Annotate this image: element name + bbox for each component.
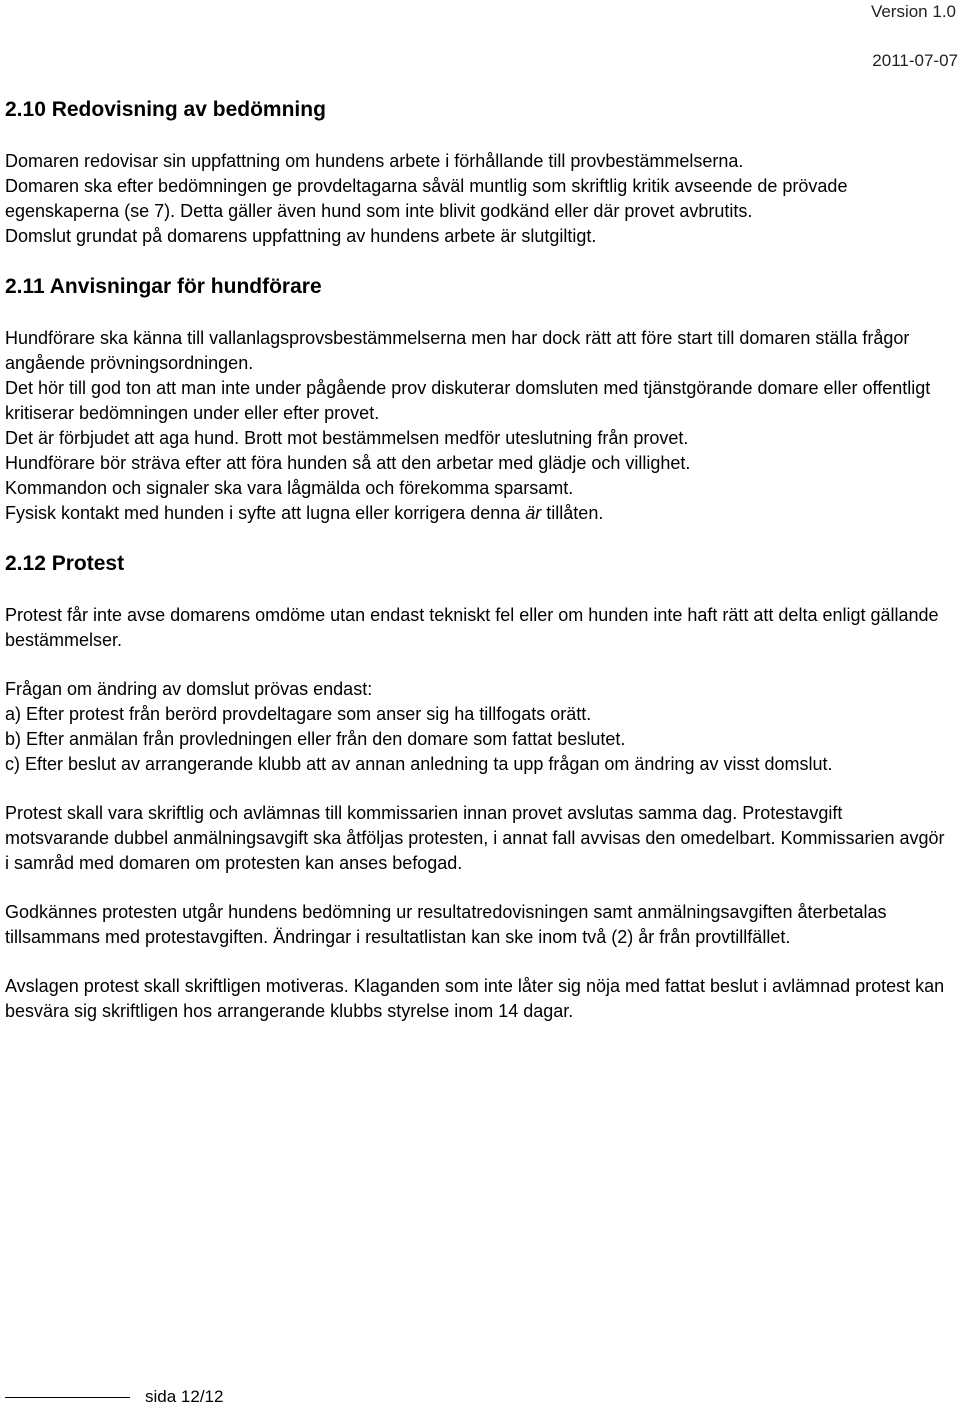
paragraph-list: [5, 677, 945, 777]
paragraph-line: Hundförare bör sträva efter att föra hunden så att den arbetar med glädje och villighet.: [5, 453, 691, 473]
section-title: 2.12 Protest: [5, 552, 125, 575]
paragraph-line: Det är förbjudet att aga hund. Brott mot bestämmelsen medför uteslutning från provet.: [5, 428, 689, 448]
paragraph-line: Domslut grundat på domarens uppfattning av hundens arbete är slutgiltigt.: [5, 226, 597, 246]
document-body: [5, 96, 945, 1048]
paragraph-line: Domaren ska efter bedömningen ge provdeltagarna såväl muntlig som skriftlig kritik avseende de prövade egenskaperna (se 7). Detta gäller även hund som inte blivit godkänd eller där provet avbrutits.: [5, 176, 848, 221]
section-title: 2.11 Anvisningar för hundförare: [5, 275, 322, 298]
paragraph: Protest skall vara skriftlig och avlämnas till kommissarien innan provet avslutas samma dag. Protestavgift motsvarande dubbel anmälningsavgift ska åtföljas protesten, i annat fall avvisas den omedelbart. Kommissarien avgör i samråd med domaren om protesten kan anses befogad.: [5, 803, 945, 873]
paragraph-line: [5, 501, 945, 526]
paragraph-line: Det hör till god ton att man inte under pågående prov diskuterar domsluten med tjänstgörande domare eller offentligt kritiserar bedömningen under eller efter provet.: [5, 378, 931, 423]
footer-divider: [5, 1397, 130, 1398]
version-label: Version 1.0: [870, 2, 956, 21]
paragraph-line: Kommandon och signaler ska vara lågmälda och förekomma sparsamt.: [5, 478, 574, 498]
paragraph: Godkännes protesten utgår hundens bedömning ur resultatredovisningen samt anmälningsavgiften återbetalas tillsammans med protestavgiften. Ändringar i resultatlistan kan ske inom två (2) år från provtillfället.: [5, 902, 887, 947]
text-span: tillåten.: [541, 503, 604, 523]
list-item: b) Efter anmälan från provledningen eller från den domare som fattat beslutet.: [5, 729, 626, 749]
list-item: a) Efter protest från berörd provdeltagare som anser sig ha tillfogats orätt.: [5, 704, 592, 724]
document-date: 2011-07-07: [872, 51, 958, 70]
paragraph-line: Frågan om ändring av domslut prövas endast:: [5, 679, 373, 699]
section-title: 2.10 Redovisning av bedömning: [5, 98, 326, 121]
paragraph-line: Domaren redovisar sin uppfattning om hundens arbete i förhållande till provbestämmelserna.: [5, 151, 744, 171]
paragraph: Avslagen protest skall skriftligen motiveras. Klaganden som inte låter sig nöja med fattat beslut i avlämnad protest kan besvära sig skriftligen hos arrangerande klubbs styrelse inom 14 dagar.: [5, 976, 945, 1021]
page-number: sida 12/12: [145, 1387, 224, 1406]
text-span: Fysisk kontakt med hunden i syfte att lugna eller korrigera denna: [5, 503, 526, 523]
list-item: c) Efter beslut av arrangerande klubb att av annan anledning ta upp frågan om ändring av visst domslut.: [5, 754, 833, 774]
section-2-10: [5, 96, 945, 249]
paragraph: Protest får inte avse domarens omdöme utan endast tekniskt fel eller om hunden inte haft rätt att delta enligt gällande bestämmelser.: [5, 605, 939, 650]
section-2-11: [5, 273, 945, 526]
section-2-12: [5, 550, 945, 1024]
paragraph-line: Hundförare ska känna till vallanlagsprovsbestämmelserna men har dock rätt att före start till domaren ställa frågor angående prövningsordningen.: [5, 328, 910, 373]
emphasis-text: är: [525, 503, 542, 523]
